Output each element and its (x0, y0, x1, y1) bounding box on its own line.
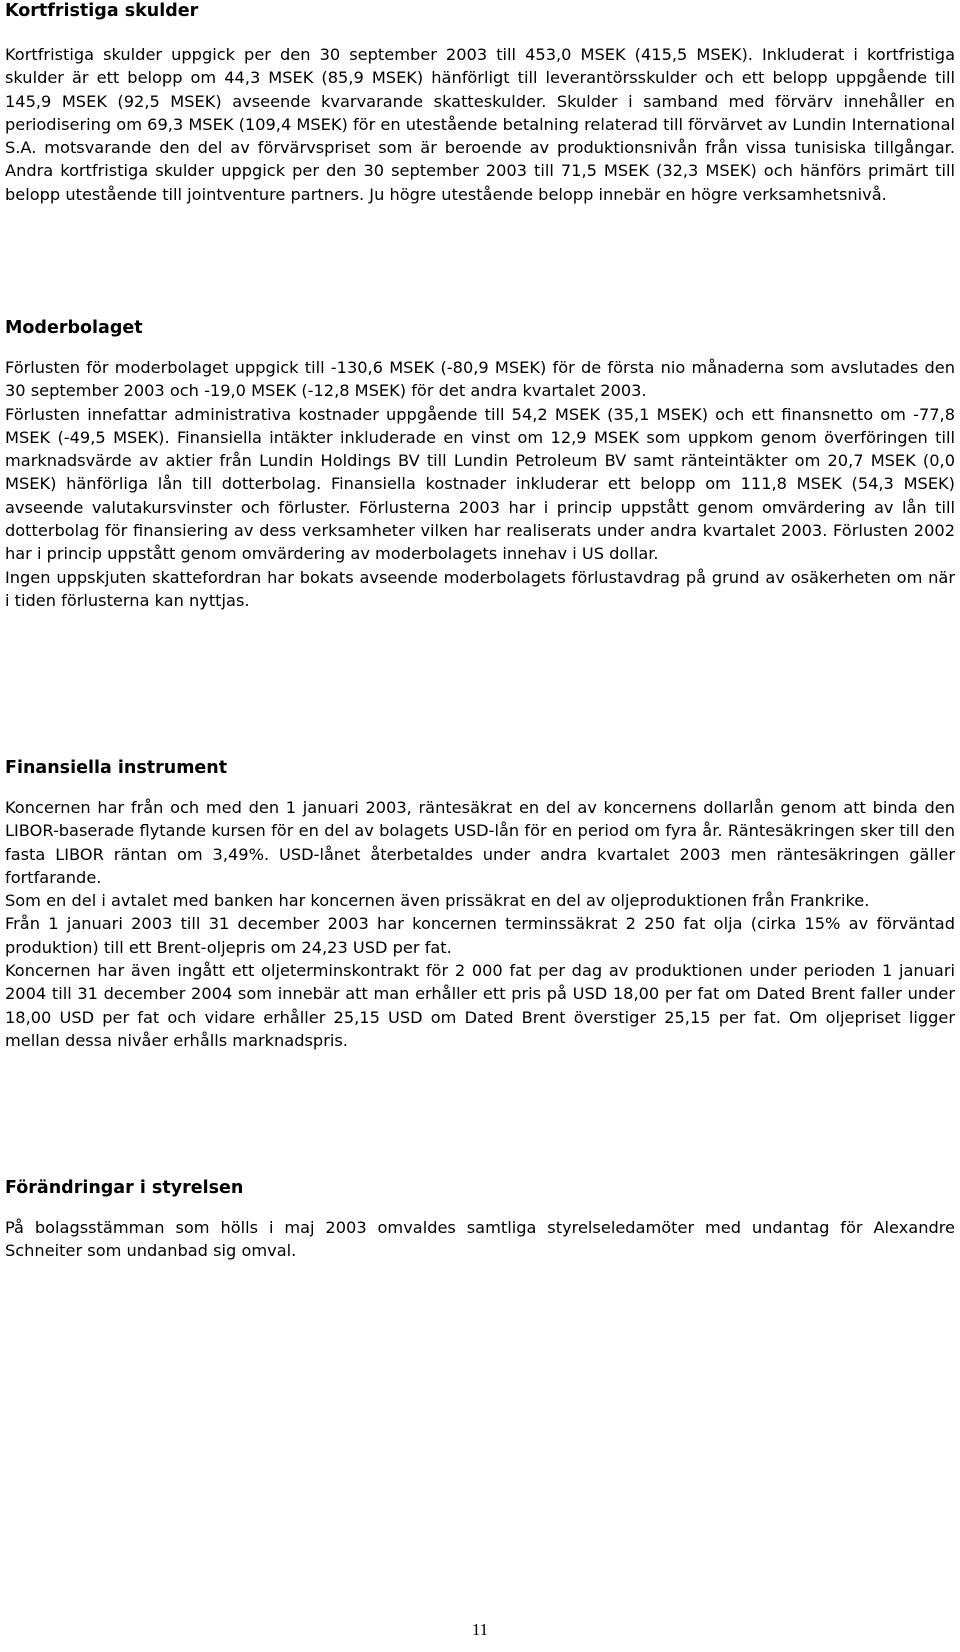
section-heading: Kortfristiga skulder (5, 1, 199, 21)
page-number: 11 (471, 1620, 489, 1639)
paragraph: Som en del i avtalet med banken har koncernen även prissäkrat en del av oljeproduktionen från Frankrike. (5, 891, 870, 911)
section-finansiella-instrument (5, 757, 955, 1052)
paragraph: Kortfristiga skulder uppgick per den 30 september 2003 till 453,0 MSEK (415,5 MSEK). Inkluderat i kortfristiga skulder är ett belopp om 44,3 MSEK (85,9 MSEK) hänförligt till leverantörsskulder och ett belopp uppgående till 145,9 MSEK (92,5 MSEK) avseende kvarvarande skatteskulder. Skulder i samband med förvärv innehåller en periodisering om 69,3 MSEK (109,4 MSEK) för en utestående betalning relaterad till förvärvet av Lundin International S.A. motsvarande den del av förvärvspriset som är beroende av produktionsnivån från vissa tunisiska tillgångar. Andra kortfristiga skulder uppgick per den 30 september 2003 till 71,5 MSEK (32,3 MSEK) och hänförs primärt till belopp utestående till jointventure partners. Ju högre utestående belopp innebär en högre verksamhetsnivå. (5, 45, 955, 204)
paragraph: På bolagsstämman som hölls i maj 2003 omvaldes samtliga styrelseledamöter med undantag för Alexandre Schneiter som undanbad sig omval. (5, 1218, 955, 1261)
paragraph: Förlusten för moderbolaget uppgick till -130,6 MSEK (-80,9 MSEK) för de första nio månaderna som avslutades den 30 september 2003 och -19,0 MSEK (-12,8 MSEK) för det andra kvartalet 2003. (5, 358, 955, 401)
section-forandringar-i-styrelsen (5, 1177, 955, 1263)
section-heading: Moderbolaget (5, 318, 143, 338)
paragraph: Ingen uppskjuten skattefordran har bokats avseende moderbolagets förlustavdrag på grund av osäkerheten om när i tiden förlusterna kan nyttjas. (5, 567, 955, 610)
section-moderbolaget (5, 317, 955, 612)
paragraph: Koncernen har från och med den 1 januari 2003, räntesäkrat en del av koncernens dollarlån genom att binda den LIBOR-baserade flytande kursen för en del av bolagets USD-lån för en period om fyra år. Räntesäkringen sker till den fasta LIBOR räntan om 3,49%. USD-lånet återbetaldes under andra kvartalet 2003 men räntesäkringen gäller fortfarande. (5, 798, 955, 887)
paragraph: Koncernen har även ingått ett oljeterminskontrakt för 2 000 fat per dag av produktionen under perioden 1 januari 2004 till 31 december 2004 som innebär att man erhåller ett pris på USD 18,00 per fat om Dated Brent faller under 18,00 USD per fat och vidare erhåller 25,15 USD om Dated Brent överstiger 25,15 per fat. Om oljepriset ligger mellan dessa nivåer erhålls marknadspris. (5, 961, 955, 1050)
paragraph: Förlusten innefattar administrativa kostnader uppgående till 54,2 MSEK (35,1 MSEK) och ett finansnetto om -77,8 MSEK (-49,5 MSEK). Finansiella intäkter inkluderade en vinst om 12,9 MSEK som uppkom genom överföringen till marknadsvärde av aktier från Lundin Holdings BV till Lundin Petroleum BV samt ränteintäkter om 20,7 MSEK (0,0 MSEK) hänförliga lån till dotterbolag. Finansiella kostnader inkluderar ett belopp om 111,8 MSEK (54,3 MSEK) avseende valutakursvinster och förluster. Förlusterna 2003 har i princip uppstått genom omvärdering av lån till dotterbolag för finansiering av dess verksamheter vilken har realiserats under andra kvartalet 2003. Förlusten 2002 har i princip uppstått genom omvärdering av moderbolagets innehav i US dollar. (5, 404, 955, 564)
paragraph: Från 1 januari 2003 till 31 december 2003 har koncernen terminssäkrat 2 250 fat olja (cirka 15% av förväntad produktion) till ett Brent-oljepris om 24,23 USD per fat. (5, 914, 955, 957)
section-heading: Förändringar i styrelsen (5, 1178, 244, 1198)
section-heading: Finansiella instrument (5, 758, 228, 778)
section-kortfristiga-skulder (5, 0, 955, 206)
